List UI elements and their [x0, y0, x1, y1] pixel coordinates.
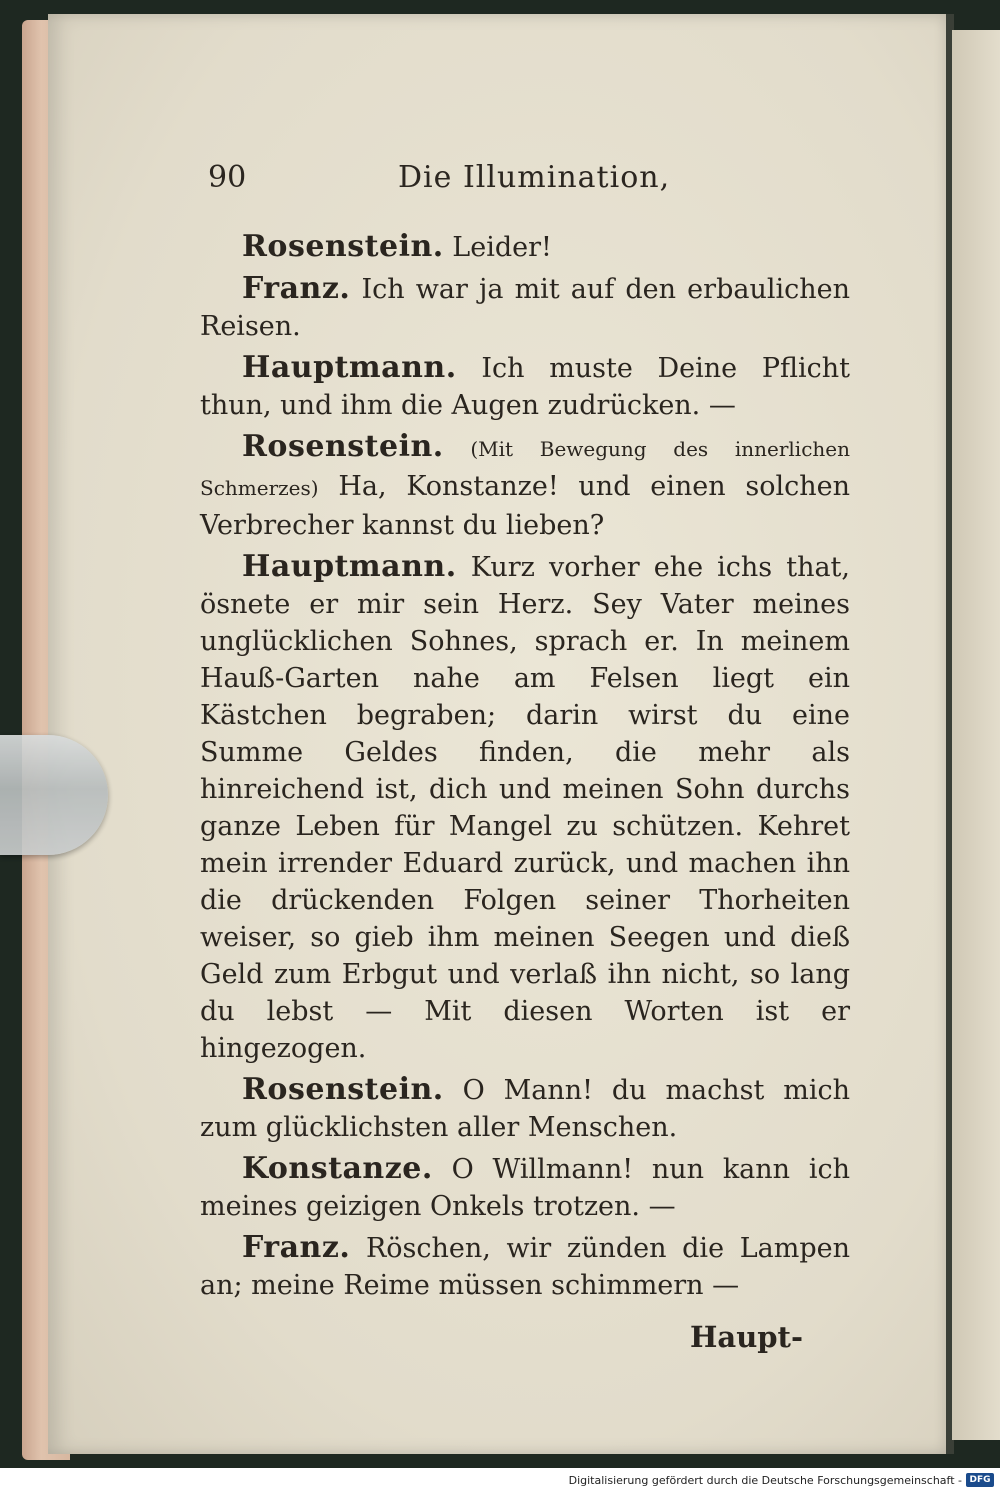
- speaker-name: Hauptmann.: [242, 549, 457, 584]
- dfg-logo: DFG: [966, 1473, 994, 1487]
- dialogue-paragraph: [200, 270, 850, 345]
- speaker-name: Franz.: [242, 1230, 351, 1265]
- dialogue-text: Kurz vorher ehe ichs that, ösnete er mir sein Herz. Sey Vater meines unglücklichen Sohnes, sprach er. In meinem Hauß-Garten nahe am Felsen liegt ein Kästchen begraben; darin wirst du eine Summe Geldes finden, die mehr als hinreichend ist, dich und meinen Sohn durchs ganze Leben für Mangel zu schützen. Kehret mein irrender Eduard zurück, und machen ihn die drückenden Folgen seiner Thorheiten weiser, so gieb ihm meinen Seegen und dieß Geld zum Erbgut und verlaß ihn nicht, so lang du lebst — Mit diesen Worten ist er hingezogen.: [200, 552, 850, 1064]
- dialogue-paragraph: [200, 428, 850, 544]
- speaker-name: Rosenstein.: [242, 229, 444, 264]
- speaker-name: Rosenstein.: [242, 1072, 444, 1107]
- dialogue-text: Ha, Konstanze! und einen solchen Verbrecher kannst du lieben?: [200, 471, 850, 541]
- running-title: Die Illumination,: [398, 160, 671, 195]
- dialogue-paragraph: [200, 1071, 850, 1146]
- page-header: [208, 160, 848, 200]
- dialogue-paragraph: [200, 228, 850, 266]
- speaker-name: Franz.: [242, 271, 351, 306]
- dialogue-text: Leider!: [443, 232, 552, 263]
- dialogue-text: Ich muste Deine Pflicht thun, und ihm die Augen zudrücken. —: [200, 353, 850, 421]
- dialogue-paragraph: [200, 1229, 850, 1304]
- speaker-name: Rosenstein.: [242, 429, 444, 464]
- dialogue-text: Röschen, wir zünden die Lampen an; meine Reime müssen schimmern —: [200, 1233, 850, 1301]
- catchword: Haupt-: [690, 1320, 803, 1354]
- page-number: 90: [208, 160, 247, 195]
- dialogue-paragraph: [200, 1150, 850, 1225]
- dialogue-text: O Willmann! nun kann ich meines geizigen Onkels trotzen. —: [200, 1154, 850, 1222]
- dialogue-text: O Mann! du machst mich zum glücklichsten aller Menschen.: [200, 1075, 850, 1143]
- next-page-edge: [952, 30, 1000, 1440]
- speaker-name: Hauptmann.: [242, 350, 457, 385]
- dialogue-text: Ich war ja mit auf den erbaulichen Reisen.: [200, 274, 850, 342]
- dialogue-paragraph: [200, 349, 850, 424]
- dialogue-paragraph: [200, 548, 850, 1067]
- page-text: [200, 228, 850, 1308]
- speaker-name: Konstanze.: [242, 1151, 433, 1186]
- funding-notice: Digitalisierung gefördert durch die Deutsche Forschungsgemeinschaft -: [568, 1474, 962, 1487]
- stage-direction: (Mit Bewegung des innerlichen Schmerzes): [200, 437, 850, 500]
- footer-bar: [0, 1468, 1000, 1493]
